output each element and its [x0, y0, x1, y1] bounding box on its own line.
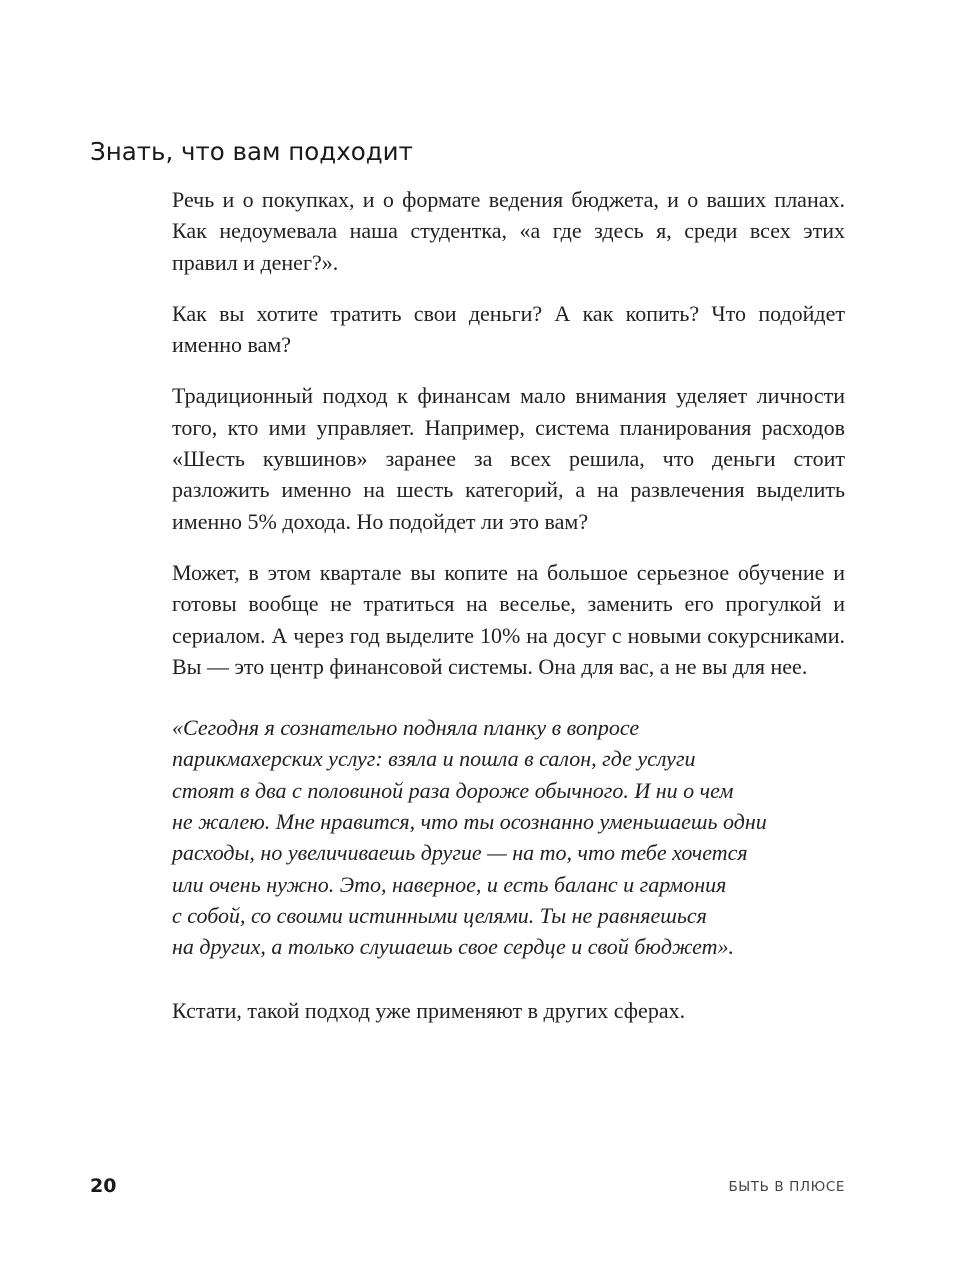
paragraph-2: Как вы хотите тратить свои деньги? А как копить? Что подойдет именно вам?	[172, 300, 845, 358]
section-heading: Знать, что вам подходит	[90, 137, 413, 166]
quote-line: не жалею. Мне нравится, что ты осознанно уменьшаешь одни	[172, 809, 767, 835]
quote-line: «Сегодня я сознательно подняла планку в вопросе	[172, 715, 640, 741]
paragraph-3: Традиционный подход к финансам мало внимания уделяет личности того, кто ими управляет. Например, система планирования расходов «Шесть кувшинов» заранее за всех решила, что деньги стоит разложить именно на шесть категорий, а на развлечения выделить именно 5% дохода. Но подойдет ли это вам?	[172, 383, 845, 534]
quote-line: парикмахерских услуг: взяла и пошла в салон, где услуги	[172, 746, 696, 772]
quote-line: расходы, но увеличиваешь другие — на то, что тебе хочется	[172, 840, 748, 866]
quote-line: стоят в два с половиной раза дороже обычного. И ни о чем	[172, 777, 734, 803]
running-title: БЫТЬ В ПЛЮСЕ	[728, 1179, 845, 1195]
page-number: 20	[90, 1175, 117, 1197]
quote-line: или очень нужно. Это, наверное, и есть баланс и гармония	[172, 871, 727, 897]
student-quote	[172, 712, 845, 962]
quote-line: с собой, со своими истинными целями. Ты не равняешься	[172, 902, 707, 928]
paragraph-4: Может, в этом квартале вы копите на большое серьезное обучение и готовы вообще не тратиться на веселье, заменить его прогулкой и сериалом. А через год выделите 10% на досуг с новыми сокурсниками. Вы — это центр финансовой системы. Она для вас, а не вы для нее.	[172, 559, 845, 679]
closing-paragraph: Кстати, такой подход уже применяют в других сферах.	[172, 997, 686, 1023]
body-text	[172, 184, 845, 1046]
paragraph-1: Речь и о покупках, и о формате ведения бюджета, и о ваших планах. Как недоумевала наша студентка, «а где здесь я, среди всех этих правил и денег?».	[172, 187, 845, 275]
quote-line: на других, а только слушаешь свое сердце и свой бюджет».	[172, 934, 735, 960]
